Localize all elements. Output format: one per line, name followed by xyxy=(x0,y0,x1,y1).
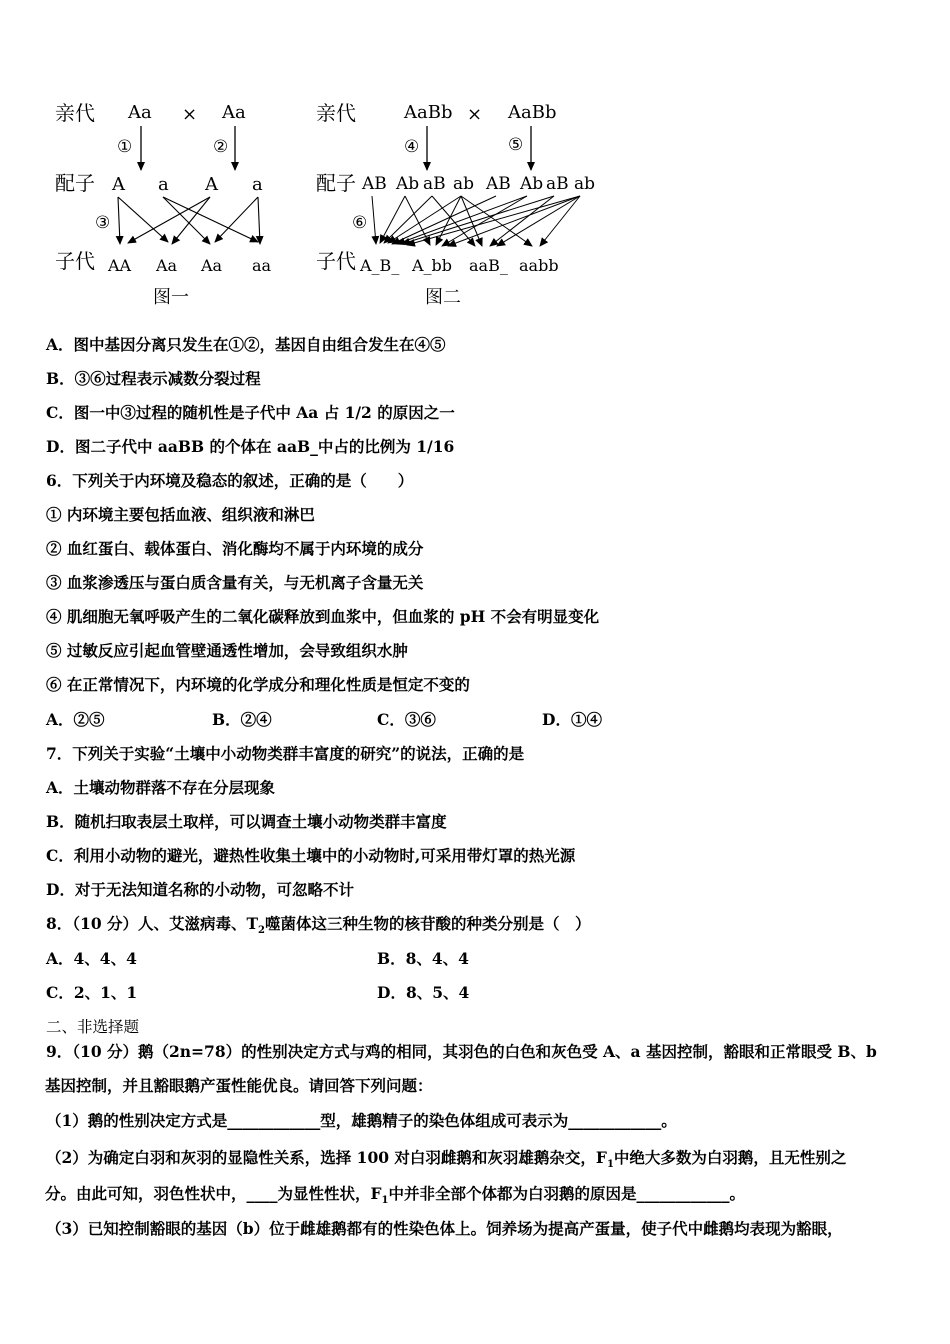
q6-option-c: C．③⑥ xyxy=(377,710,436,729)
fig1-fertilization-arrows xyxy=(118,197,260,244)
fig1-caption: 图一 xyxy=(153,287,189,308)
q5-option-a: A．图中基因分离只发生在①②，基因自由组合发生在④⑤ xyxy=(46,335,446,354)
q8-option-a: A．4、4、4 xyxy=(46,949,137,968)
q9-part2-cont: 分。由此可知，羽色性状中，____为显性性状，$F_1$中并非全部个体都为白羽鹅的原因是____________。 xyxy=(45,1184,745,1207)
q6-item: ④ 肌细胞无氧呼吸产生的二氧化碳释放到血浆中，但血浆的 pH 不会有明显变化 xyxy=(46,607,600,626)
fig2-cross: × xyxy=(467,104,483,125)
q7-stem: 7．下列关于实验“土壤中小动物类群丰富度的研究”的说法，正确的是 xyxy=(46,744,525,763)
fig2-gamete: AB xyxy=(362,174,387,194)
fig2-parent-right: AaBb xyxy=(508,102,557,123)
q8-option-d: D．8、5、4 xyxy=(377,983,470,1002)
q6-item: ⑤ 过敏反应引起血管壁通透性增加，会导致组织水肿 xyxy=(46,641,408,660)
q9-part1: （1）鹅的性别决定方式是____________型，雄鹅精子的染色体组成可表示为____________。 xyxy=(46,1111,677,1130)
fig2-parent-left: AaBb xyxy=(404,102,453,123)
fig1-step1: ① xyxy=(117,137,133,157)
fig1-step2: ② xyxy=(213,137,229,157)
fig2-step5: ⑤ xyxy=(508,135,524,155)
q6-item: ② 血红蛋白、载体蛋白、消化酶均不属于内环境的成分 xyxy=(46,539,424,558)
q9-part2: （2）为确定白羽和灰羽的显隐性关系，选择 100 对白羽雌鹅和灰羽雄鹅杂交，$F_1$中绝大多数为白羽鹅，且无性别之 xyxy=(46,1148,847,1171)
fig2-step4: ④ xyxy=(404,137,420,157)
fig2-gamete: ab xyxy=(574,174,596,194)
section-heading: 二、非选择题 xyxy=(46,1018,140,1036)
fig2-step6: ⑥ xyxy=(352,213,368,233)
fig1-cross: × xyxy=(182,104,198,125)
q7-option-c: C．利用小动物的避光，避热性收集土壤中的小动物时,可采用带灯罩的热光源 xyxy=(46,846,576,865)
fig2-fertilization-arrows xyxy=(372,196,580,246)
fig2-offspring: aabb xyxy=(519,256,559,275)
figure-two xyxy=(316,101,595,308)
q7-option-d: D．对于无法知道名称的小动物，可忽略不计 xyxy=(46,880,354,899)
fig1-offspring: Aa xyxy=(156,256,178,275)
fig2-gamete: ab xyxy=(453,174,475,194)
fig1-gamete: A xyxy=(205,174,218,195)
fig1-offspring-label: 子代 xyxy=(55,249,95,273)
fig2-offspring: A_bb xyxy=(412,256,453,275)
fig1-parent-left: Aa xyxy=(128,102,152,123)
fig2-gamete: aB xyxy=(546,174,569,194)
q9-stem-line2: 基因控制，并且豁眼鹅产蛋性能优良。请回答下列问题： xyxy=(45,1076,433,1095)
fig1-gamete: A xyxy=(112,174,125,195)
fig2-parent-label: 亲代 xyxy=(316,101,356,125)
fig2-caption: 图二 xyxy=(425,287,461,308)
fig2-gamete: AB xyxy=(486,174,511,194)
q8-stem: 8．（10 分）人、艾滋病毒、$T_2$噬菌体这三种生物的核苷酸的种类分别是（ ） xyxy=(46,914,591,937)
fig1-gamete: a xyxy=(158,174,169,195)
q6-item: ⑥ 在正常情况下，内环境的化学成分和理化性质是恒定不变的 xyxy=(46,675,470,694)
q9-part3: （3）已知控制豁眼的基因（b）位于雌雄鹅都有的性染色体上。饲养场为提高产蛋量，使子代中雌鹅均表现为豁眼， xyxy=(46,1219,843,1238)
q6-option-d: D．①④ xyxy=(542,710,602,729)
fig1-parent-label: 亲代 xyxy=(55,101,95,125)
q5-option-d: D．图二子代中 aaBB 的个体在 aaB_中占的比例为 1/16 xyxy=(46,437,455,456)
fig2-offspring: aaB_ xyxy=(469,256,508,275)
q6-stem: 6．下列关于内环境及稳态的叙述，正确的是（ ） xyxy=(46,471,414,490)
q8-option-c: C．2、1、1 xyxy=(46,983,138,1002)
q6-option-b: B．②④ xyxy=(212,710,272,729)
figure-one xyxy=(55,101,272,308)
fig2-gamete: Ab xyxy=(396,174,420,194)
fig1-parent-right: Aa xyxy=(222,102,246,123)
q8-option-b: B．8、4、4 xyxy=(377,949,469,968)
q5-option-c: C．图一中③过程的随机性是子代中 Aa 占 1/2 的原因之一 xyxy=(46,403,455,422)
fig1-offspring: AA xyxy=(108,256,132,275)
fig1-offspring: Aa xyxy=(201,256,223,275)
fig2-offspring-label: 子代 xyxy=(316,249,356,273)
q6-option-a: A．②⑤ xyxy=(46,710,105,729)
q6-item: ③ 血浆渗透压与蛋白质含量有关，与无机离子含量无关 xyxy=(46,573,424,592)
fig1-offspring: aa xyxy=(252,256,272,275)
fig2-gamete: aB xyxy=(423,174,446,194)
fig2-gamete: Ab xyxy=(520,174,544,194)
fig2-gamete-label: 配子 xyxy=(316,171,356,195)
fig1-gamete: a xyxy=(252,174,263,195)
q7-option-a: A．土壤动物群落不存在分层现象 xyxy=(46,778,276,797)
q9-stem-line1: 9．（10 分）鹅（2n=78）的性别决定方式与鸡的相同，其羽色的白色和灰色受 A、a 基因控制，豁眼和正常眼受 B、b xyxy=(46,1042,877,1061)
fig1-step3: ③ xyxy=(95,213,111,233)
fig2-offspring: A_B_ xyxy=(360,256,400,275)
q5-option-b: B．③⑥过程表示减数分裂过程 xyxy=(46,369,261,388)
genetics-figures xyxy=(0,0,950,320)
fig1-gamete-label: 配子 xyxy=(55,171,95,195)
q7-option-b: B．随机扫取表层土取样，可以调查土壤小动物类群丰富度 xyxy=(46,812,447,831)
q6-item: ① 内环境主要包括血液、组织液和淋巴 xyxy=(46,505,315,524)
